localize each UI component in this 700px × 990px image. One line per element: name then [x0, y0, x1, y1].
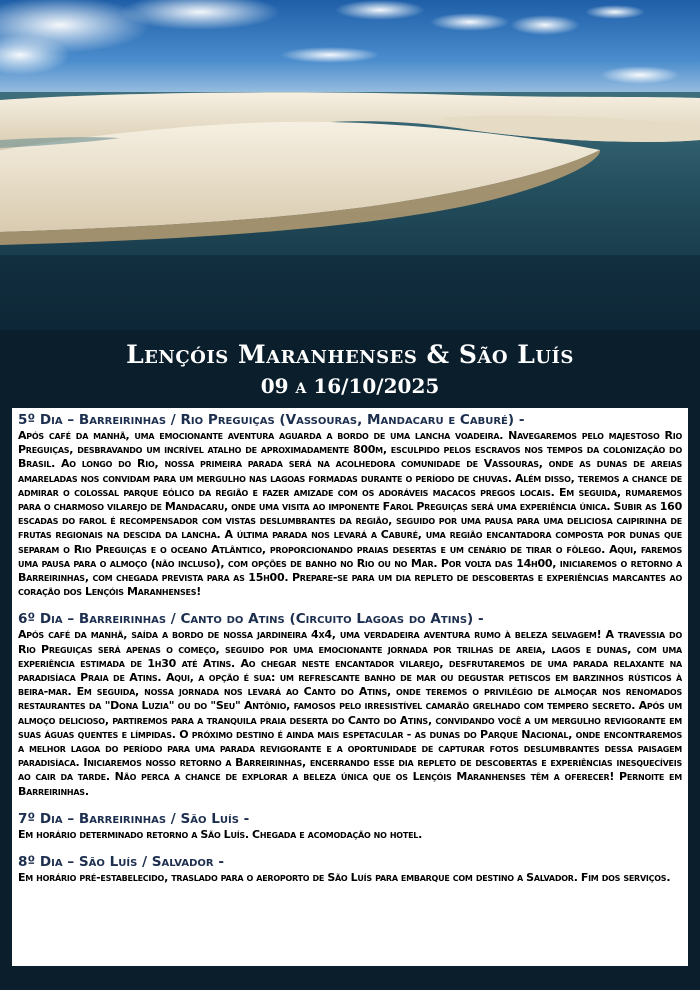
day-5-description: Após café da manhã, uma emocionante aventura aguarda a bordo de uma lancha voadeira. Navegaremos pelo majestoso Rio Preguiças, desbravando um incrível atalho de aproximadamente 800m, esculpido pelos escravos nos tempos da colonização do Brasil. Ao longo do Rio, nossa primeira parada será na acolhedora comunidade de Vassouras, onde as dunas de areias amareladas nos convidam para um mergulho nas lagoas formadas durante o período de chuvas. Além disso, teremos a chance de admirar o colossal parque eólico da região e fazer amizade com os adoráveis macacos pregos locais. Em seguida, rumaremos para o charmoso vilarejo de Mandacaru, onde uma visita ao imponente Farol Preguiças será uma experiência única. Subir as 160 escadas do farol é recompensador com vistas deslumbrantes da região, seguido por uma pausa para uma deliciosa caipirinha de frutas regionais na descida da lancha. A última parada nos levará a Caburé, uma região encantadora composta por dunas que separam o Rio Preguiças e o oceano Atlântico, proporcionando praias desertas e um cenário de tirar o fôlego. Aqui, faremos uma pausa para o almoço (não incluso), com opções de banho no Rio ou no Mar. Por volta das 14h00, iniciaremos o retorno a Barreirinhas, com chegada prevista para as 15h00. Prepare-se para um dia repleto de descobertas e experiências marcantes ao coração dos Lençóis Maranhenses! — [18, 429, 682, 599]
title-band — [0, 330, 700, 408]
itinerary-content — [12, 408, 688, 966]
day-7-description: Em horário determinado retorno a São Luís. Chegada e acomodação no hotel. — [18, 827, 423, 841]
day-6-description: Após café da manhã, saída a bordo de nossa jardineira 4x4, uma verdadeira aventura rumo à beleza selvagem! A travessia do Rio Preguiças será apenas o começo, seguido por uma emocionante jornada por trilhas de areia, lagos e dunas, com uma experiência estimada de 1h30 até Atins. Ao chegar neste encantador vilarejo, desfrutaremos de uma parada relaxante na paradisíaca Praia de Atins. Aqui, a opção é sua: um refrescante banho de mar ou degustar petiscos em barzinhos rústicos à beira-mar. Em seguida, nossa jornada nos levará ao Canto do Atins, onde teremos o privilégio de almoçar nos renomados restaurantes da "Dona Luzia" ou do "Seu" Antônio, famosos pelo irresistível camarão grelhado com tempero secreto. Após um almoço delicioso, partiremos para a tranquila praia deserta do Canto do Atins, convidando você a um mergulho revigorante em suas águas quentes e límpidas. O próximo destino é ainda mais espetacular - as dunas do Parque Nacional, onde encontraremos a melhor lagoa do período para uma parada revigorante e a oportunidade de capturar fotos deslumbrantes dessa paisagem paradisíaca. Iniciaremos nosso retorno a Barreirinhas, encerrando esse dia repleto de descobertas e experiências inesquecíveis ao cair da tarde. Não perca a chance de explorar a beleza única que os Lençóis Maranhenses têm a oferecer! Pernoite em Barreirinhas. — [18, 628, 682, 798]
hero-photo-dunes-lagoon — [0, 0, 700, 330]
day-5-title: 5º Dia – Barreirinhas / Rio Preguiças (Vassouras, Mandacaru e Caburé) - — [18, 412, 525, 428]
page-title: Lençóis Maranhenses & São Luís — [126, 340, 574, 369]
day-8-description: Em horário pré-estabelecido, traslado para o aeroporto de São Luís para embarque com destino a Salvador. Fim dos serviços. — [18, 871, 671, 885]
day-6-title: 6º Dia – Barreirinhas / Canto do Atins (Circuito Lagoas do Atins) - — [18, 611, 484, 628]
day-8-section — [18, 854, 682, 886]
trip-dates: 09 a 16/10/2025 — [260, 374, 440, 398]
day-8-title: 8º Dia – São Luís / Salvador - — [18, 854, 224, 871]
day-7-title: 7º Dia – Barreirinhas / São Luís - — [18, 810, 250, 827]
day-7-section — [18, 811, 682, 843]
day-6-section — [18, 611, 682, 798]
day-5-section — [18, 412, 682, 599]
